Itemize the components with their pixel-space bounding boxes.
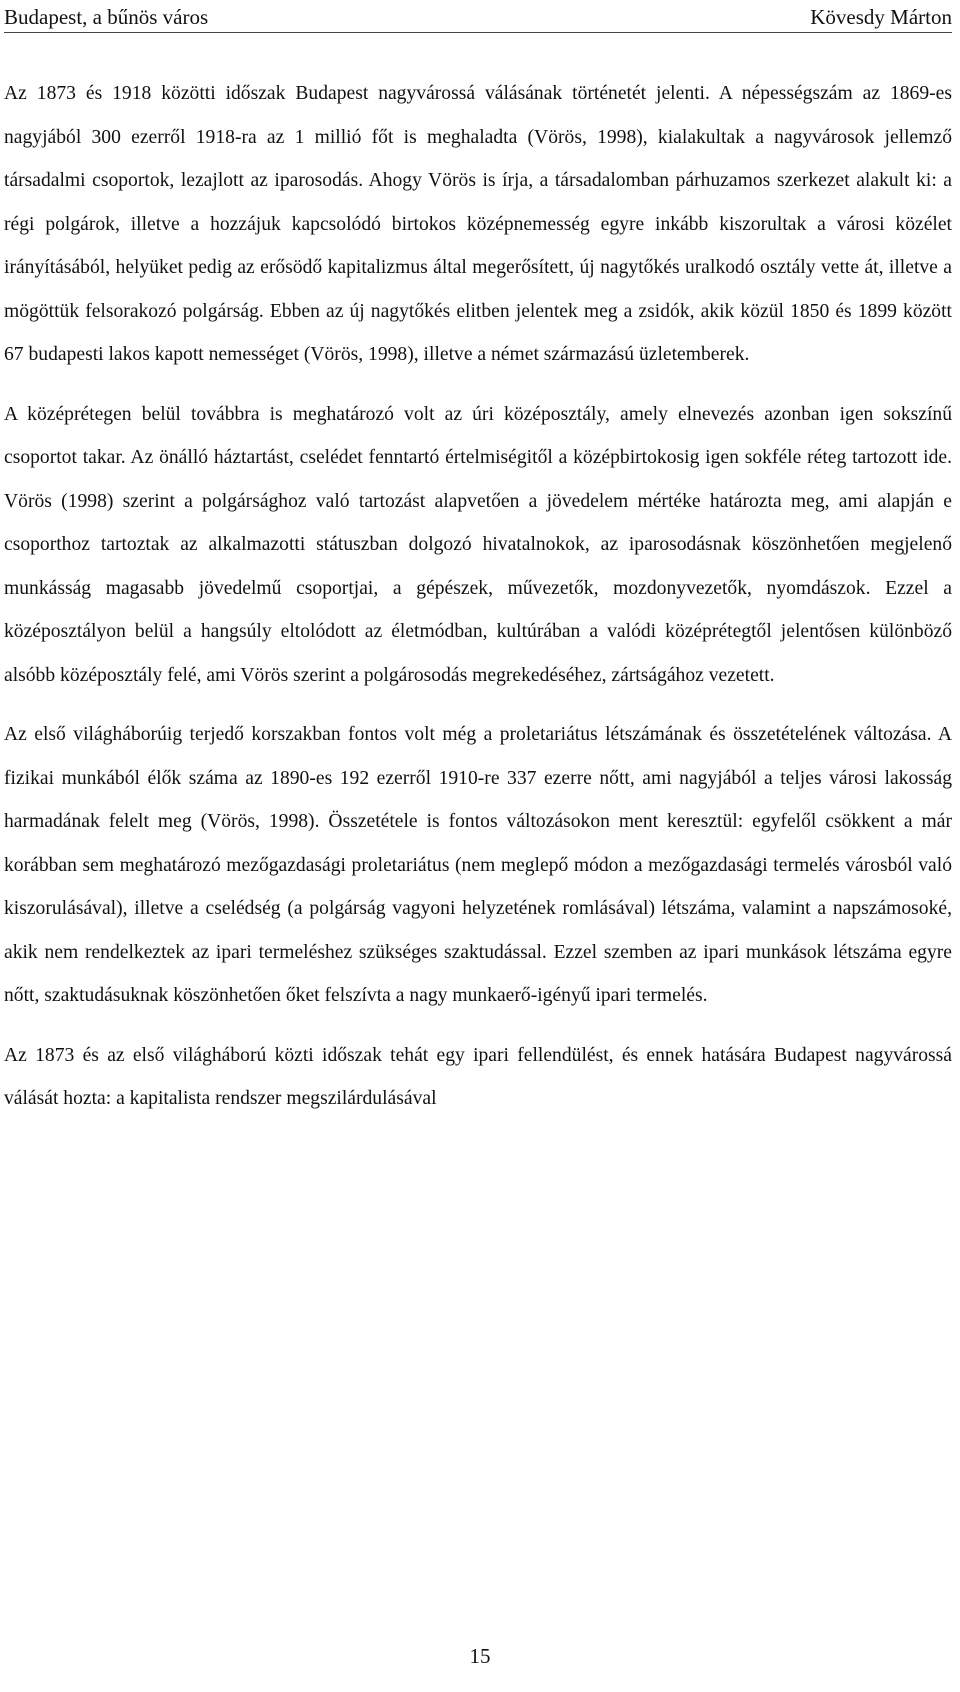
header-author: Kövesdy Márton <box>810 4 952 29</box>
paragraph: A középrétegen belül továbbra is meghatározó volt az úri középosztály, amely elnevezés azonban igen sokszínű csoportot takar. Az önálló háztartást, cselédet fenntartó értelmiségitől a középbirtokosig igen sokféle réteg tartozott ide. Vörös (1998) szerint a polgársághoz való tartozást alapvetően a jövedelem mértéke határozta meg, ami alapján e csoporthoz tartoztak az alkalmazotti státuszban dolgozó hivatalnokok, az iparosodásnak köszönhetően megjelenő munkásság magasabb jövedelmű csoportjai, a gépészek, művezetők, mozdonyvezetők, nyomdászok. Ezzel a középosztályon belül a hangsúly eltolódott az életmódban, kultúrában a valódi középrétegtől jelentősen különböző alsóbb középosztály felé, ami Vörös szerint a polgárosodás megrekedéséhez, zártságához vezetett. <box>4 403 952 686</box>
paragraph: Az 1873 és 1918 közötti időszak Budapest nagyvárossá válásának történetét jelenti. A népességszám az 1869-es nagyjából 300 ezerről 1918-ra az 1 millió főt is meghaladta (Vörös, 1998), kialakultak a nagyvárosok jellemző társadalmi csoportok, lezajlott az iparosodás. Ahogy Vörös is írja, a társadalomban párhuzamos szerkezet alakult ki: a régi polgárok, illetve a hozzájuk kapcsolódó birtokos középnemesség egyre inkább kiszorultak a városi közélet irányításából, helyüket pedig az erősödő kapitalizmus által megerősített, új nagytőkés uralkodó osztály vette át, illetve a mögöttük felsorakozó polgárság. Ebben az új nagytőkés elitben jelentek meg a zsidók, akik közül 1850 és 1899 között 67 budapesti lakos kapott nemességet (Vörös, 1998), illetve a német származású üzletemberek. <box>4 83 952 365</box>
paragraph: Az első világháborúig terjedő korszakban fontos volt még a proletariátus létszámának és összetételének változása. A fizikai munkából élők száma az 1890-es 192 ezerről 1910-re 337 ezerre nőtt, ami nagyjából a teljes városi lakosság harmadának felelt meg (Vörös, 1998). Összetétele is fontos változásokon ment keresztül: egyfelől csökkent a már korábban sem meghatározó mezőgazdasági proletariátus (nem meglepő módon a mezőgazdasági termelés városból való kiszorulásával), illetve a cselédség (a polgárság vagyoni helyzetének romlásával) létszáma, valamint a napszámosoké, akik nem rendelkeztek az ipari termeléshez szükséges szaktudással. Ezzel szemben az ipari munkások létszáma egyre nőtt, szaktudásuknak köszönhetően őket felszívta a nagy munkaerő-igényű ipari termelés. <box>4 724 952 1006</box>
paragraph: Az 1873 és az első világháború közti időszak tehát egy ipari fellendülést, és ennek hatására Budapest nagyvárossá válását hozta: a kapitalista rendszer megszilárdulásával <box>4 1044 952 1109</box>
page-number: 15 <box>469 1644 491 1668</box>
running-header <box>4 2 952 33</box>
body-text <box>4 72 952 1121</box>
header-title: Budapest, a bűnös város <box>4 4 209 29</box>
